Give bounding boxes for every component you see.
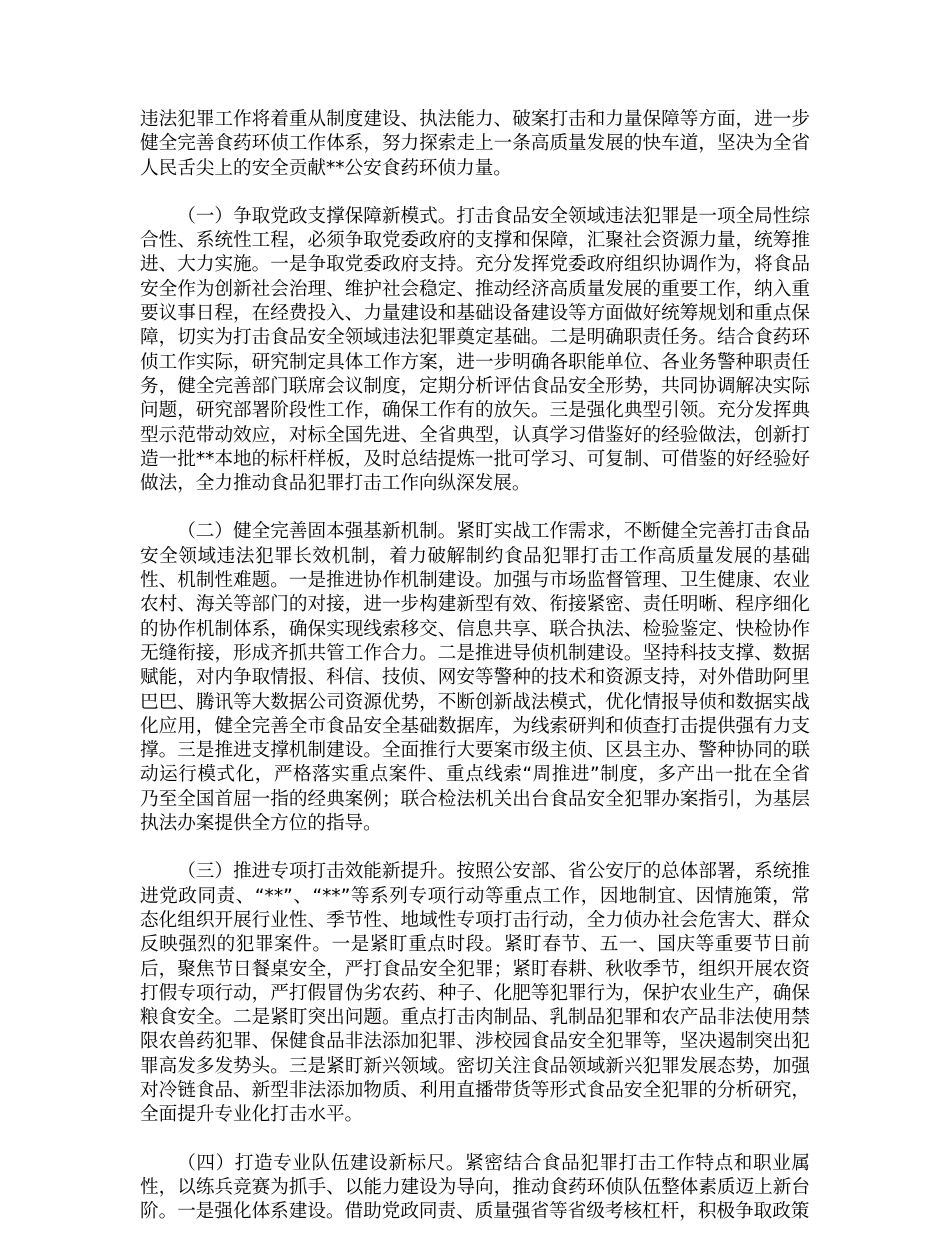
paragraph-section-3: （三）推进专项打击效能新提升。按照公安部、省公安厅的总体部署，系统推进党政同责、“**”、“**”等系列专项行动等重点工作，因地制宜、因情施策，常态化组织开展行业性、季节性、地域性专项打击行动，全力侦办社会危害大、群众反映强烈的犯罪案件。一是紧盯重点时段。紧盯春节、五一、国庆等重要节日前后，聚焦节日餐桌安全，严打食品安全犯罪；紧盯春耕、秋收季节，组织开展农资打假专项行动，严打假冒伪劣农药、种子、化肥等犯罪行为，保护农业生产，确保粮食安全。二是紧盯突出问题。重点打击肉制品、乳制品犯罪和农产品非法使用禁限农兽药犯罪、保健食品非法添加犯罪、涉校园食品安全犯罪等，坚决遏制突出犯罪高发多发势头。三是紧盯新兴领域。密切关注食品领域新兴犯罪发展态势，加强对冷链食品、新型非法添加物质、利用直播带货等形式食品安全犯罪的分析研究，全面提升专业化打击水平。 — [140, 861, 810, 1126]
paragraph-section-2: （二）健全完善固本强基新机制。紧盯实战工作需求，不断健全完善打击食品安全领域违法犯罪长效机制，着力破解制约食品犯罪打击工作高质量发展的基础性、机制性难题。一是推进协作机制建设。加强与市场监督管理、卫生健康、农业农村、海关等部门的对接，进一步构建新型有效、衔接紧密、责任明晰、程序细化的协作机制体系，确保实现线索移交、信息共享、联合执法、检验鉴定、快检协作无缝衔接，形成齐抓共管工作合力。二是推进导侦机制建设。坚持科技支撑、数据赋能，对内争取情报、科信、技侦、网安等警种的技术和资源支持，对外借助阿里巴巴、腾讯等大数据公司资源优势，不断创新战法模式，优化情报导侦和数据实战化应用，健全完善全市食品安全基础数据库，为线索研判和侦查打击提供强有力支撑。三是推进支撑机制建设。全面推行大要案市级主侦、区县主办、警种协同的联动运行模式化，严格落实重点案件、重点线索“周推进”制度，多产出一批在全省乃至全国首屈一指的经典案例；联合检法机关出台食品安全犯罪办案指引，为基层执法办案提供全方位的指导。 — [140, 521, 810, 835]
paragraph-section-1: （一）争取党政支撑保障新模式。打击食品安全领域违法犯罪是一项全局性综合性、系统性工程，必须争取党委政府的支撑和保障，汇聚社会资源力量，统筹推进、大力实施。一是争取党委政府支持。充分发挥党委政府组织协调作为，将食品安全作为创新社会治理、维护社会稳定、推动经济高质量发展的重要工作，纳入重要议事日程，在经费投入、力量建设和基础设备建设等方面做好统筹规划和重点保障，切实为打击食品安全领域违法犯罪奠定基础。二是明确职责任务。结合食药环侦工作实际，研究制定具体工作方案，进一步明确各职能单位、各业务警种职责任务，健全完善部门联席会议制度，定期分析评估食品安全形势，共同协调解决实际问题，研究部署阶段性工作，确保工作有的放矢。三是强化典型引领。充分发挥典型示范带动效应，对标全国先进、全省典型，认真学习借鉴好的经验做法，创新打造一批**本地的标杆样板，及时总结提炼一批可学习、可复制、可借鉴的好经验好做法，全力推动食品犯罪打击工作向纵深发展。 — [140, 205, 810, 495]
document-body — [140, 108, 810, 1248]
paragraph-intro: 违法犯罪工作将着重从制度建设、执法能力、破案打击和力量保障等方面，进一步健全完善食药环侦工作体系，努力探索走上一条高质量发展的快车道，坚决为全省人民舌尖上的安全贡献**公安食药环侦力量。 — [140, 109, 810, 179]
paragraph-section-4: （四）打造专业队伍建设新标尺。紧密结合食品犯罪打击工作特点和职业属性，以练兵竞赛为抓手、以能力建设为导向，推动食药环侦队伍整体素质迈上新台阶。一是强化体系建设。借助党政同责、质量强省等省级考核杠杆，积极争取政策 — [140, 1152, 810, 1223]
